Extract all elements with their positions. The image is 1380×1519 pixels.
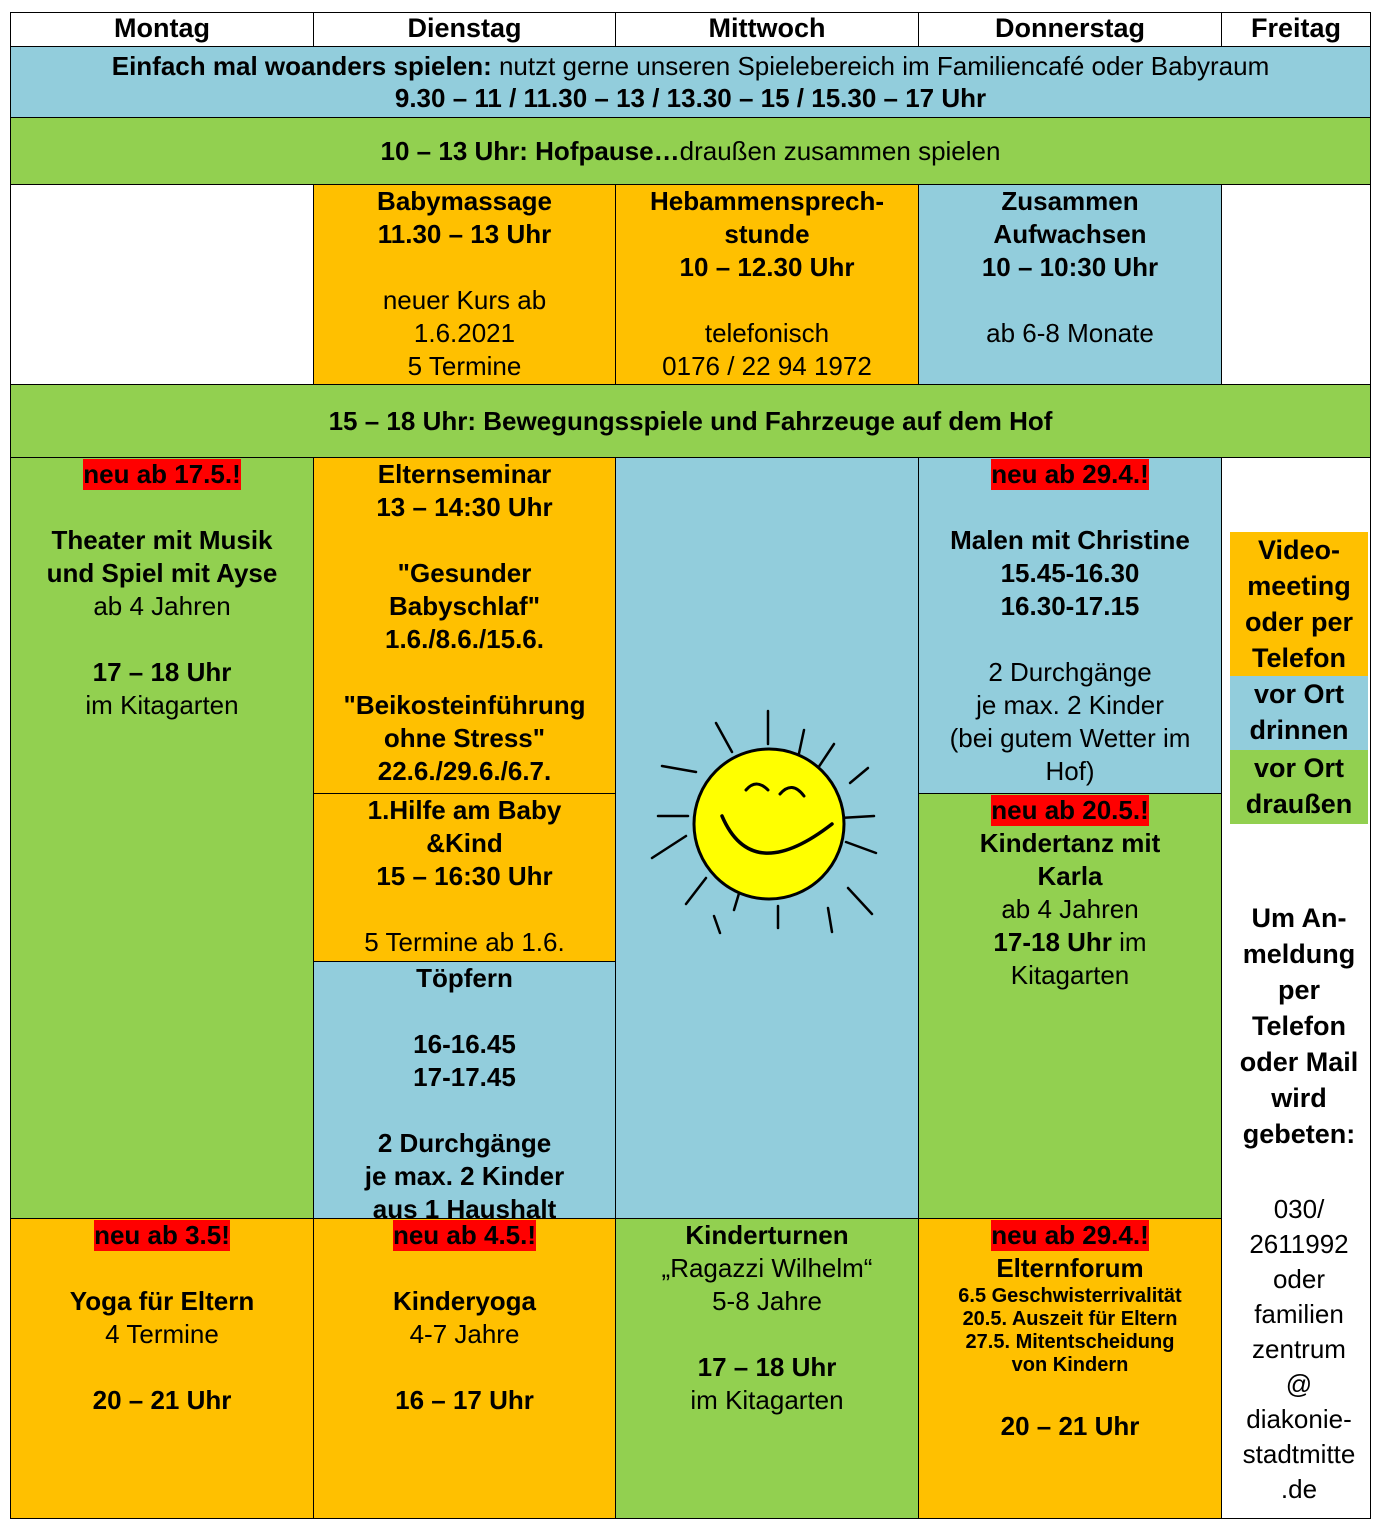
hofpause-lead: 10 – 13 Uhr: Hofpause… bbox=[380, 136, 680, 166]
yoga-note: 4 Termine bbox=[105, 1319, 219, 1349]
kinderturnen-place: im Kitagarten bbox=[690, 1385, 844, 1415]
hebamme-title-1: Hebammensprech- bbox=[649, 186, 885, 216]
legend-drinnen-line: drinnen bbox=[1249, 715, 1349, 745]
theater-title-1: Theater mit Musik bbox=[51, 525, 273, 555]
legend-video-line: Telefon bbox=[1252, 643, 1346, 673]
hofpause-row bbox=[10, 117, 1371, 185]
malen-note-4: Hof) bbox=[1045, 756, 1095, 786]
babymassage-title: Babymassage bbox=[377, 186, 552, 216]
kindertanz-title-1: Kindertanz mit bbox=[979, 828, 1161, 858]
elternforum-topic: 6.5 Geschwisterrivalität bbox=[958, 1285, 1182, 1307]
header-freitag: Freitag bbox=[1221, 12, 1371, 47]
kinderturnen-age: 5-8 Jahre bbox=[712, 1286, 822, 1316]
elternseminar-topic1-a: "Gesunder bbox=[397, 558, 532, 588]
malen-new-badge: neu ab 29.4.! bbox=[991, 459, 1149, 489]
toepfern-cell bbox=[313, 961, 616, 1219]
elternforum-title: Elternforum bbox=[996, 1253, 1144, 1283]
hebamme-phone: 0176 / 22 94 1972 bbox=[662, 351, 872, 381]
theater-new-badge: neu ab 17.5.! bbox=[83, 459, 241, 489]
kindertanz-time-suffix: im bbox=[1111, 927, 1147, 957]
babymassage-note: neuer Kurs ab bbox=[382, 285, 547, 315]
toepfern-time-2: 17-17.45 bbox=[413, 1062, 516, 1092]
anmeldung-title-line: oder Mail bbox=[1239, 1047, 1359, 1077]
elternforum-cell bbox=[918, 1218, 1222, 1519]
elternseminar-topic2-a: "Beikosteinführung bbox=[343, 690, 586, 720]
erstehilfe-note: 5 Termine ab 1.6. bbox=[364, 927, 565, 957]
erstehilfe-time: 15 – 16:30 Uhr bbox=[376, 861, 553, 891]
elternforum-topic: 27.5. Mitentscheidung bbox=[965, 1331, 1175, 1353]
contact-line: stadtmitte bbox=[1242, 1439, 1356, 1469]
legend-video-line: oder per bbox=[1244, 607, 1354, 637]
erstehilfe-title-1: 1.Hilfe am Baby bbox=[367, 795, 562, 825]
contact-line: @ bbox=[1285, 1369, 1313, 1399]
toepfern-title: Töpfern bbox=[416, 963, 513, 993]
elternforum-topic: von Kindern bbox=[1011, 1354, 1129, 1376]
contact-line: 2611992 bbox=[1249, 1229, 1349, 1259]
hofpause-text: draußen zusammen spielen bbox=[679, 136, 1001, 166]
babymassage-cell bbox=[313, 184, 616, 385]
malen-time-1: 15.45-16.30 bbox=[1000, 558, 1140, 588]
zusammen-title-2: Aufwachsen bbox=[993, 219, 1147, 249]
zusammen-title-1: Zusammen bbox=[1001, 186, 1139, 216]
header-mittwoch: Mittwoch bbox=[615, 12, 919, 47]
kinderyoga-age: 4-7 Jahre bbox=[409, 1319, 520, 1349]
theater-age: ab 4 Jahren bbox=[93, 591, 231, 621]
malen-cell bbox=[918, 457, 1222, 794]
contact-line: familien bbox=[1254, 1299, 1344, 1329]
wednesday-sun-cell bbox=[615, 457, 919, 1219]
yoga-cell bbox=[10, 1218, 314, 1519]
legend-video-line: Video- bbox=[1257, 535, 1340, 565]
erstehilfe-cell bbox=[313, 793, 616, 962]
kinderyoga-title: Kinderyoga bbox=[392, 1286, 537, 1316]
play-area-text: nutzt gerne unseren Spielebereich im Familiencafé oder Babyraum bbox=[491, 51, 1270, 81]
sun-illustration bbox=[628, 708, 908, 968]
toepfern-note-2: je max. 2 Kinder bbox=[364, 1161, 565, 1191]
legend-draussen-line: vor Ort bbox=[1253, 753, 1345, 783]
header-dienstag: Dienstag bbox=[313, 12, 616, 47]
contact-line: diakonie- bbox=[1246, 1404, 1352, 1434]
header-donnerstag: Donnerstag bbox=[918, 12, 1222, 47]
anmeldung-title-line: gebeten: bbox=[1242, 1119, 1356, 1149]
babymassage-time: 11.30 – 13 Uhr bbox=[377, 219, 552, 249]
elternseminar-topic2-b: ohne Stress" bbox=[383, 723, 546, 753]
malen-note-2: je max. 2 Kinder bbox=[976, 690, 1164, 720]
elternseminar-title: Elternseminar bbox=[377, 459, 552, 489]
toepfern-note-1: 2 Durchgänge bbox=[377, 1128, 552, 1158]
legend-drinnen-line: vor Ort bbox=[1253, 679, 1345, 709]
elternseminar-cell bbox=[313, 457, 616, 794]
babymassage-date: 1.6.2021 bbox=[413, 318, 516, 348]
legend-video bbox=[1230, 532, 1368, 676]
bewegung-row: 15 – 18 Uhr: Bewegungsspiele und Fahrzeuge auf dem Hof bbox=[10, 384, 1371, 458]
header-montag: Montag bbox=[10, 12, 314, 47]
kinderyoga-time: 16 – 17 Uhr bbox=[395, 1385, 534, 1415]
anmeldung-contact bbox=[1230, 1192, 1368, 1518]
zusammen-cell bbox=[918, 184, 1222, 385]
zusammen-time: 10 – 10:30 Uhr bbox=[981, 252, 1159, 282]
contact-line: oder bbox=[1272, 1264, 1326, 1294]
kinderturnen-sub: „Ragazzi Wilhelm“ bbox=[661, 1253, 873, 1283]
yoga-new-badge: neu ab 3.5! bbox=[94, 1220, 230, 1250]
malen-title: Malen mit Christine bbox=[950, 525, 1190, 555]
kindertanz-age: ab 4 Jahren bbox=[1001, 894, 1139, 924]
hebamme-cell bbox=[615, 184, 919, 385]
contact-line: zentrum bbox=[1252, 1334, 1346, 1364]
kindertanz-new-badge: neu ab 20.5.! bbox=[991, 795, 1149, 825]
toepfern-time-1: 16-16.45 bbox=[413, 1029, 516, 1059]
elternseminar-dates2: 22.6./29.6./6.7. bbox=[377, 756, 552, 786]
theater-cell bbox=[10, 457, 314, 1219]
monday-morning-empty bbox=[10, 184, 314, 385]
malen-time-2: 16.30-17.15 bbox=[1000, 591, 1140, 621]
anmeldung-title-line: wird bbox=[1271, 1083, 1327, 1113]
anmeldung-title-line: meldung bbox=[1242, 939, 1356, 969]
elternseminar-time: 13 – 14:30 Uhr bbox=[376, 492, 553, 522]
malen-note-3: (bei gutem Wetter im bbox=[949, 723, 1191, 753]
elternforum-time: 20 – 21 Uhr bbox=[1000, 1411, 1140, 1441]
elternforum-new-badge: neu ab 29.4.! bbox=[991, 1220, 1149, 1250]
kinderyoga-new-badge: neu ab 4.5.! bbox=[392, 1220, 537, 1250]
contact-line: .de bbox=[1280, 1474, 1318, 1504]
kinderyoga-cell bbox=[313, 1218, 616, 1519]
play-area-row bbox=[10, 46, 1371, 118]
toepfern-note-3: aus 1 Haushalt bbox=[372, 1194, 557, 1219]
theater-title-2: und Spiel mit Ayse bbox=[46, 558, 278, 588]
zusammen-note: ab 6-8 Monate bbox=[986, 318, 1154, 348]
anmeldung-title-line: per bbox=[1277, 975, 1321, 1005]
contact-line: 030/ bbox=[1273, 1194, 1325, 1224]
anmeldung-title-line: Um An- bbox=[1251, 903, 1347, 933]
kindertanz-place: Kitagarten bbox=[1010, 960, 1130, 990]
erstehilfe-title-2: &Kind bbox=[426, 828, 503, 858]
yoga-time: 20 – 21 Uhr bbox=[92, 1385, 232, 1415]
kindertanz-title-2: Karla bbox=[1037, 861, 1103, 891]
hebamme-time: 10 – 12.30 Uhr bbox=[679, 252, 855, 282]
legend-draussen bbox=[1230, 750, 1368, 824]
malen-note-1: 2 Durchgänge bbox=[988, 657, 1152, 687]
friday-morning-empty bbox=[1221, 184, 1371, 385]
babymassage-count: 5 Termine bbox=[407, 351, 522, 381]
hebamme-note: telefonisch bbox=[704, 318, 830, 348]
kindertanz-cell bbox=[918, 793, 1222, 1219]
kinderturnen-cell bbox=[615, 1218, 919, 1519]
theater-place: im Kitagarten bbox=[85, 690, 239, 720]
legend-drinnen bbox=[1230, 676, 1368, 750]
elternseminar-topic1-b: Babyschlaf" bbox=[388, 591, 541, 621]
legend-draussen-line: draußen bbox=[1245, 789, 1353, 819]
anmeldung-title bbox=[1230, 900, 1368, 1160]
play-area-lead: Einfach mal woanders spielen: bbox=[111, 51, 492, 81]
kinderturnen-title: Kinderturnen bbox=[685, 1220, 849, 1250]
yoga-title: Yoga für Eltern bbox=[69, 1286, 255, 1316]
elternforum-topic: 20.5. Auszeit für Eltern bbox=[962, 1308, 1178, 1330]
anmeldung-title-line: Telefon bbox=[1252, 1011, 1346, 1041]
legend-video-line: meeting bbox=[1247, 571, 1351, 601]
theater-time: 17 – 18 Uhr bbox=[92, 657, 232, 687]
kindertanz-time: 17-18 Uhr bbox=[993, 927, 1112, 957]
play-area-times: 9.30 – 11 / 11.30 – 13 / 13.30 – 15 / 15.30 – 17 Uhr bbox=[394, 83, 987, 113]
elternseminar-dates1: 1.6./8.6./15.6. bbox=[384, 624, 544, 654]
hebamme-title-2: stunde bbox=[724, 219, 810, 249]
kinderturnen-time: 17 – 18 Uhr bbox=[697, 1352, 837, 1382]
